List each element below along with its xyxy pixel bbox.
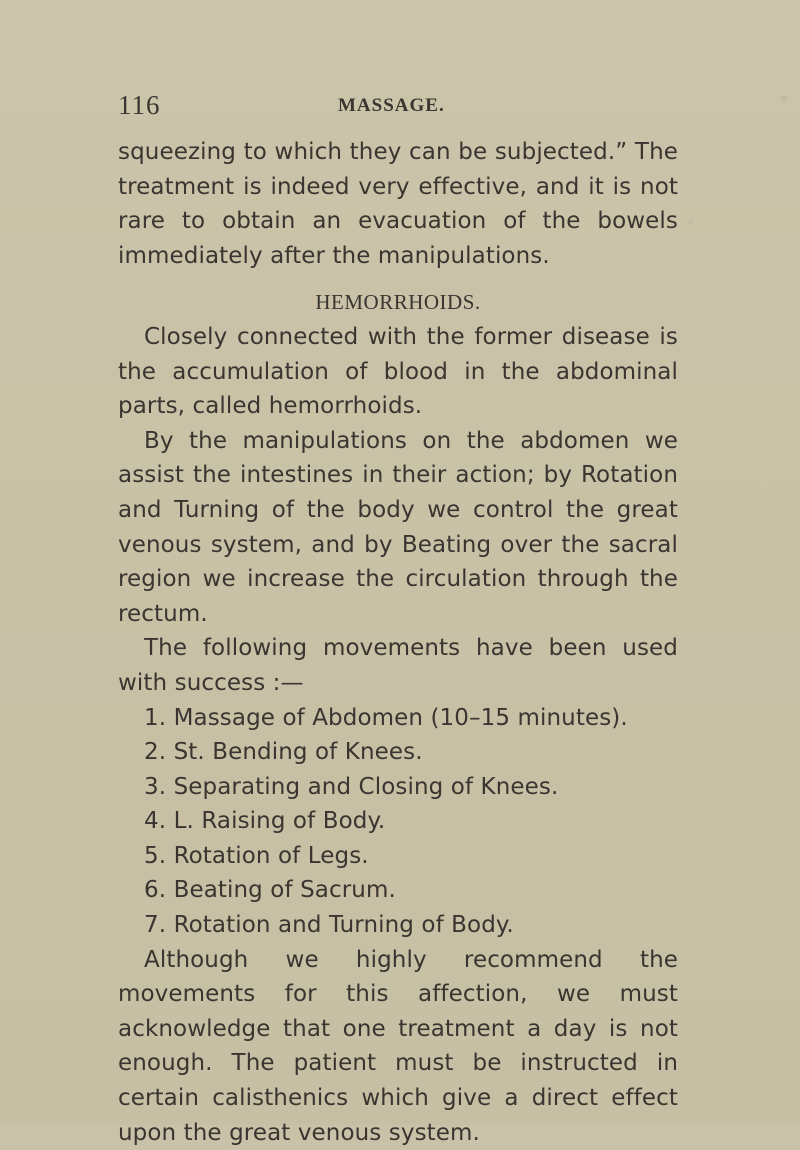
paper-speck [780,95,788,103]
section-heading: HEMORRHOIDS. [315,290,481,315]
list-item [118,804,678,839]
list-number: 5. [144,842,167,869]
list-item [118,701,678,736]
list-text: Separating and Closing of Knees. [173,773,559,800]
list-text: Massage of Abdomen (10–15 minutes). [173,704,628,731]
list-text: L. Raising of Body. [173,808,386,835]
paragraph: Although we highly recommend the movements for this affection, we must acknowledge that one treatment a day is not enough. The patient must be instructed in certain calisthenics which give a direct effect upon the great venous system. [118,946,678,1146]
list-text: Rotation and Turning of Body. [173,912,514,939]
list-number: 6. [144,877,167,904]
paragraph: The following movements have been used with success :— [118,635,678,696]
list-item [118,908,678,943]
list-text: Beating of Sacrum. [173,877,396,904]
list-number: 1. [144,704,167,731]
movements-list [118,701,678,943]
list-item [118,873,678,908]
paragraph: Closely connected with the former disease is the accumulation of blood in the abdominal parts, called hemorrhoids. [118,323,678,420]
list-number: 3. [144,773,167,800]
list-text: Rotation of Legs. [173,842,369,869]
list-text: St. Bending of Knees. [173,739,423,766]
page-header [118,90,678,120]
page-number: 116 [118,90,161,120]
list-number: 2. [144,739,167,766]
list-number: 7. [144,912,167,939]
paper-speck [688,220,693,225]
body-text [118,135,678,1150]
list-item [118,735,678,770]
list-item [118,839,678,874]
running-head: MASSAGE. [338,95,445,116]
paragraph: By the manipulations on the abdomen we assist the intestines in their action; by Rotation and Turning of the body we control the great venous system, and by Beating over the sacral region we increase the circulation through the rectum. [118,427,678,627]
paragraph-continuation: squeezing to which they can be subjected.” The treatment is indeed very effective, and it is not rare to obtain an evacuation of the bowels immediately after the manipulations. [118,139,678,269]
list-number: 4. [144,808,167,835]
list-item [118,770,678,805]
